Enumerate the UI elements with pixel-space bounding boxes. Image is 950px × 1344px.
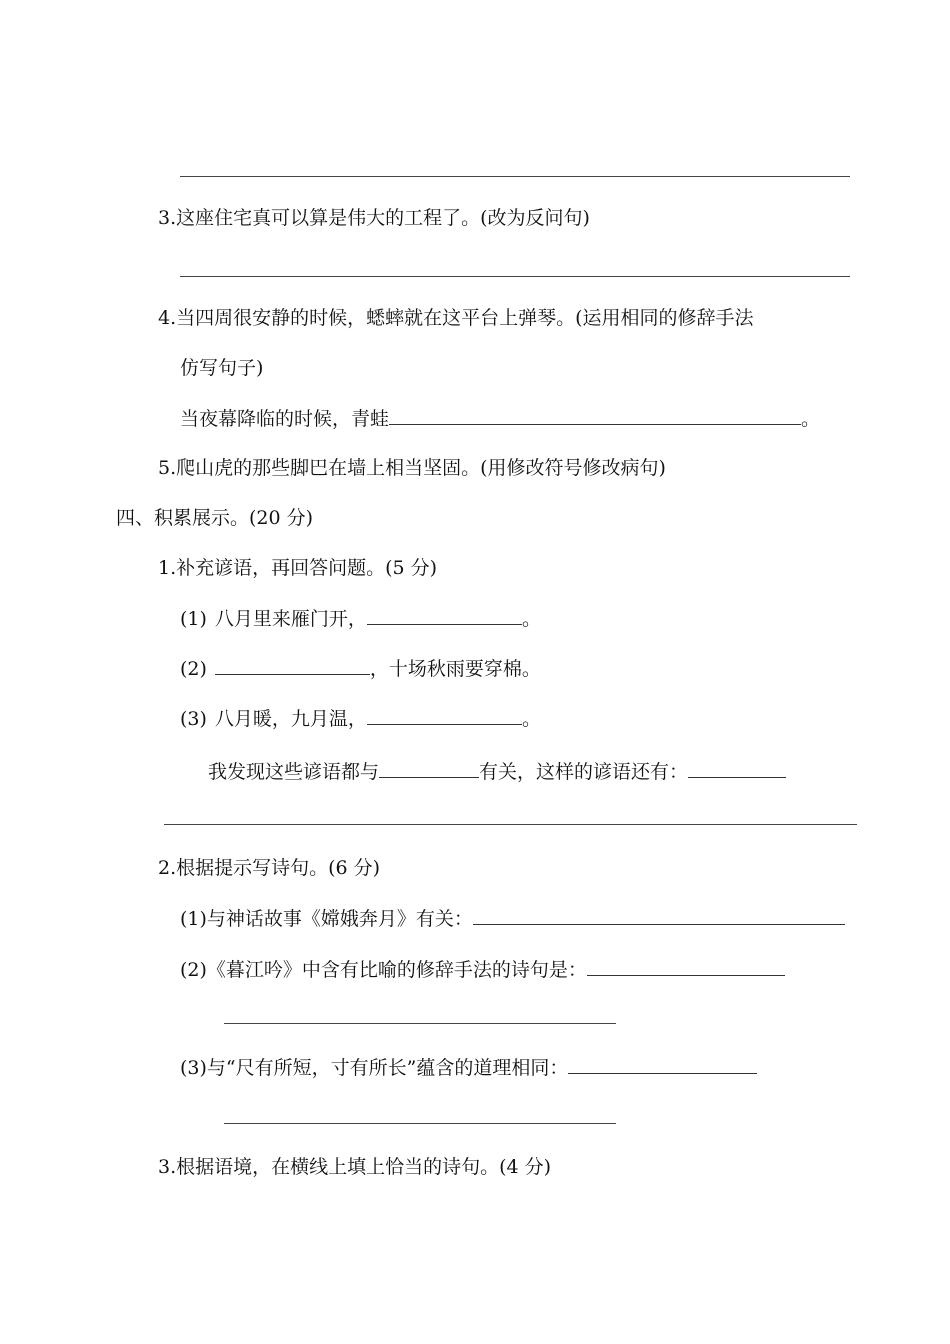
answer-line-proverbs[interactable] — [164, 824, 857, 825]
blank-poem-2[interactable] — [587, 957, 785, 976]
q4-s1-find: 我发现这些谚语都与 有关，这样的谚语还有： — [208, 759, 786, 784]
q3-item4-prompt: 当夜幕降临的时候，青蛙 。 — [180, 408, 821, 430]
q4-s1-p2: (2) ，十场秋雨要穿棉。 — [180, 658, 541, 680]
item-number: 4. — [158, 307, 177, 329]
item-text: 爬山虎的那些脚巴在墙上相当坚固。(用修改符号修改病句) — [176, 457, 666, 479]
prompt-text: 当夜幕降临的时候，青蛙 — [180, 408, 390, 430]
q4-s2-title: 2.根据提示写诗句。(6 分) — [158, 857, 381, 879]
answer-line-item3[interactable] — [180, 276, 850, 277]
q3-item3 — [158, 206, 590, 230]
blank-proverb-2[interactable] — [215, 656, 370, 675]
blank-poem-3[interactable] — [568, 1055, 757, 1074]
q3-item5 — [158, 456, 666, 480]
q4-s1-p3: (3) 八月暖，九月温， 。 — [180, 708, 541, 730]
answer-line-poem-2[interactable] — [224, 1023, 616, 1024]
item-number: 5. — [158, 457, 177, 479]
item-text: 当四周很安静的时候，蟋蟀就在这平台上弹琴。(运用相同的修辞手法 — [176, 307, 754, 329]
item-text: 这座住宅真可以算是伟大的工程了。(改为反问句) — [176, 207, 590, 229]
q3-item4 — [158, 306, 754, 330]
section-heading: 四、积累展示。(20 分) — [116, 507, 314, 529]
answer-line-poem-3[interactable] — [224, 1123, 616, 1124]
q4-s1-title: 1.补充谚语，再回答问题。(5 分) — [158, 557, 438, 579]
q4-s2-p2: (2)《暮江吟》中含有比喻的修辞手法的诗句是： — [180, 957, 785, 982]
blank-frog[interactable] — [389, 406, 801, 425]
q4-s3-title: 3.根据语境，在横线上填上恰当的诗句。(4 分) — [158, 1156, 552, 1178]
blank-proverb-1[interactable] — [367, 606, 522, 625]
blank-theme[interactable] — [379, 759, 479, 778]
q4-s2-p3: (3)与“尺有所短，寸有所长”蕴含的道理相同： — [180, 1055, 757, 1080]
item-number: 3. — [158, 207, 177, 229]
answer-line-top[interactable] — [180, 176, 850, 177]
q4-s2-p1: (1)与神话故事《嫦娥奔月》有关： — [180, 906, 845, 931]
blank-more-proverbs[interactable] — [688, 759, 786, 778]
q3-item4-cont: 仿写句子) — [180, 357, 264, 379]
blank-proverb-3[interactable] — [367, 706, 522, 725]
q4-s1-p1: (1) 八月里来雁门开， 。 — [180, 608, 541, 630]
blank-poem-1[interactable] — [473, 906, 845, 925]
